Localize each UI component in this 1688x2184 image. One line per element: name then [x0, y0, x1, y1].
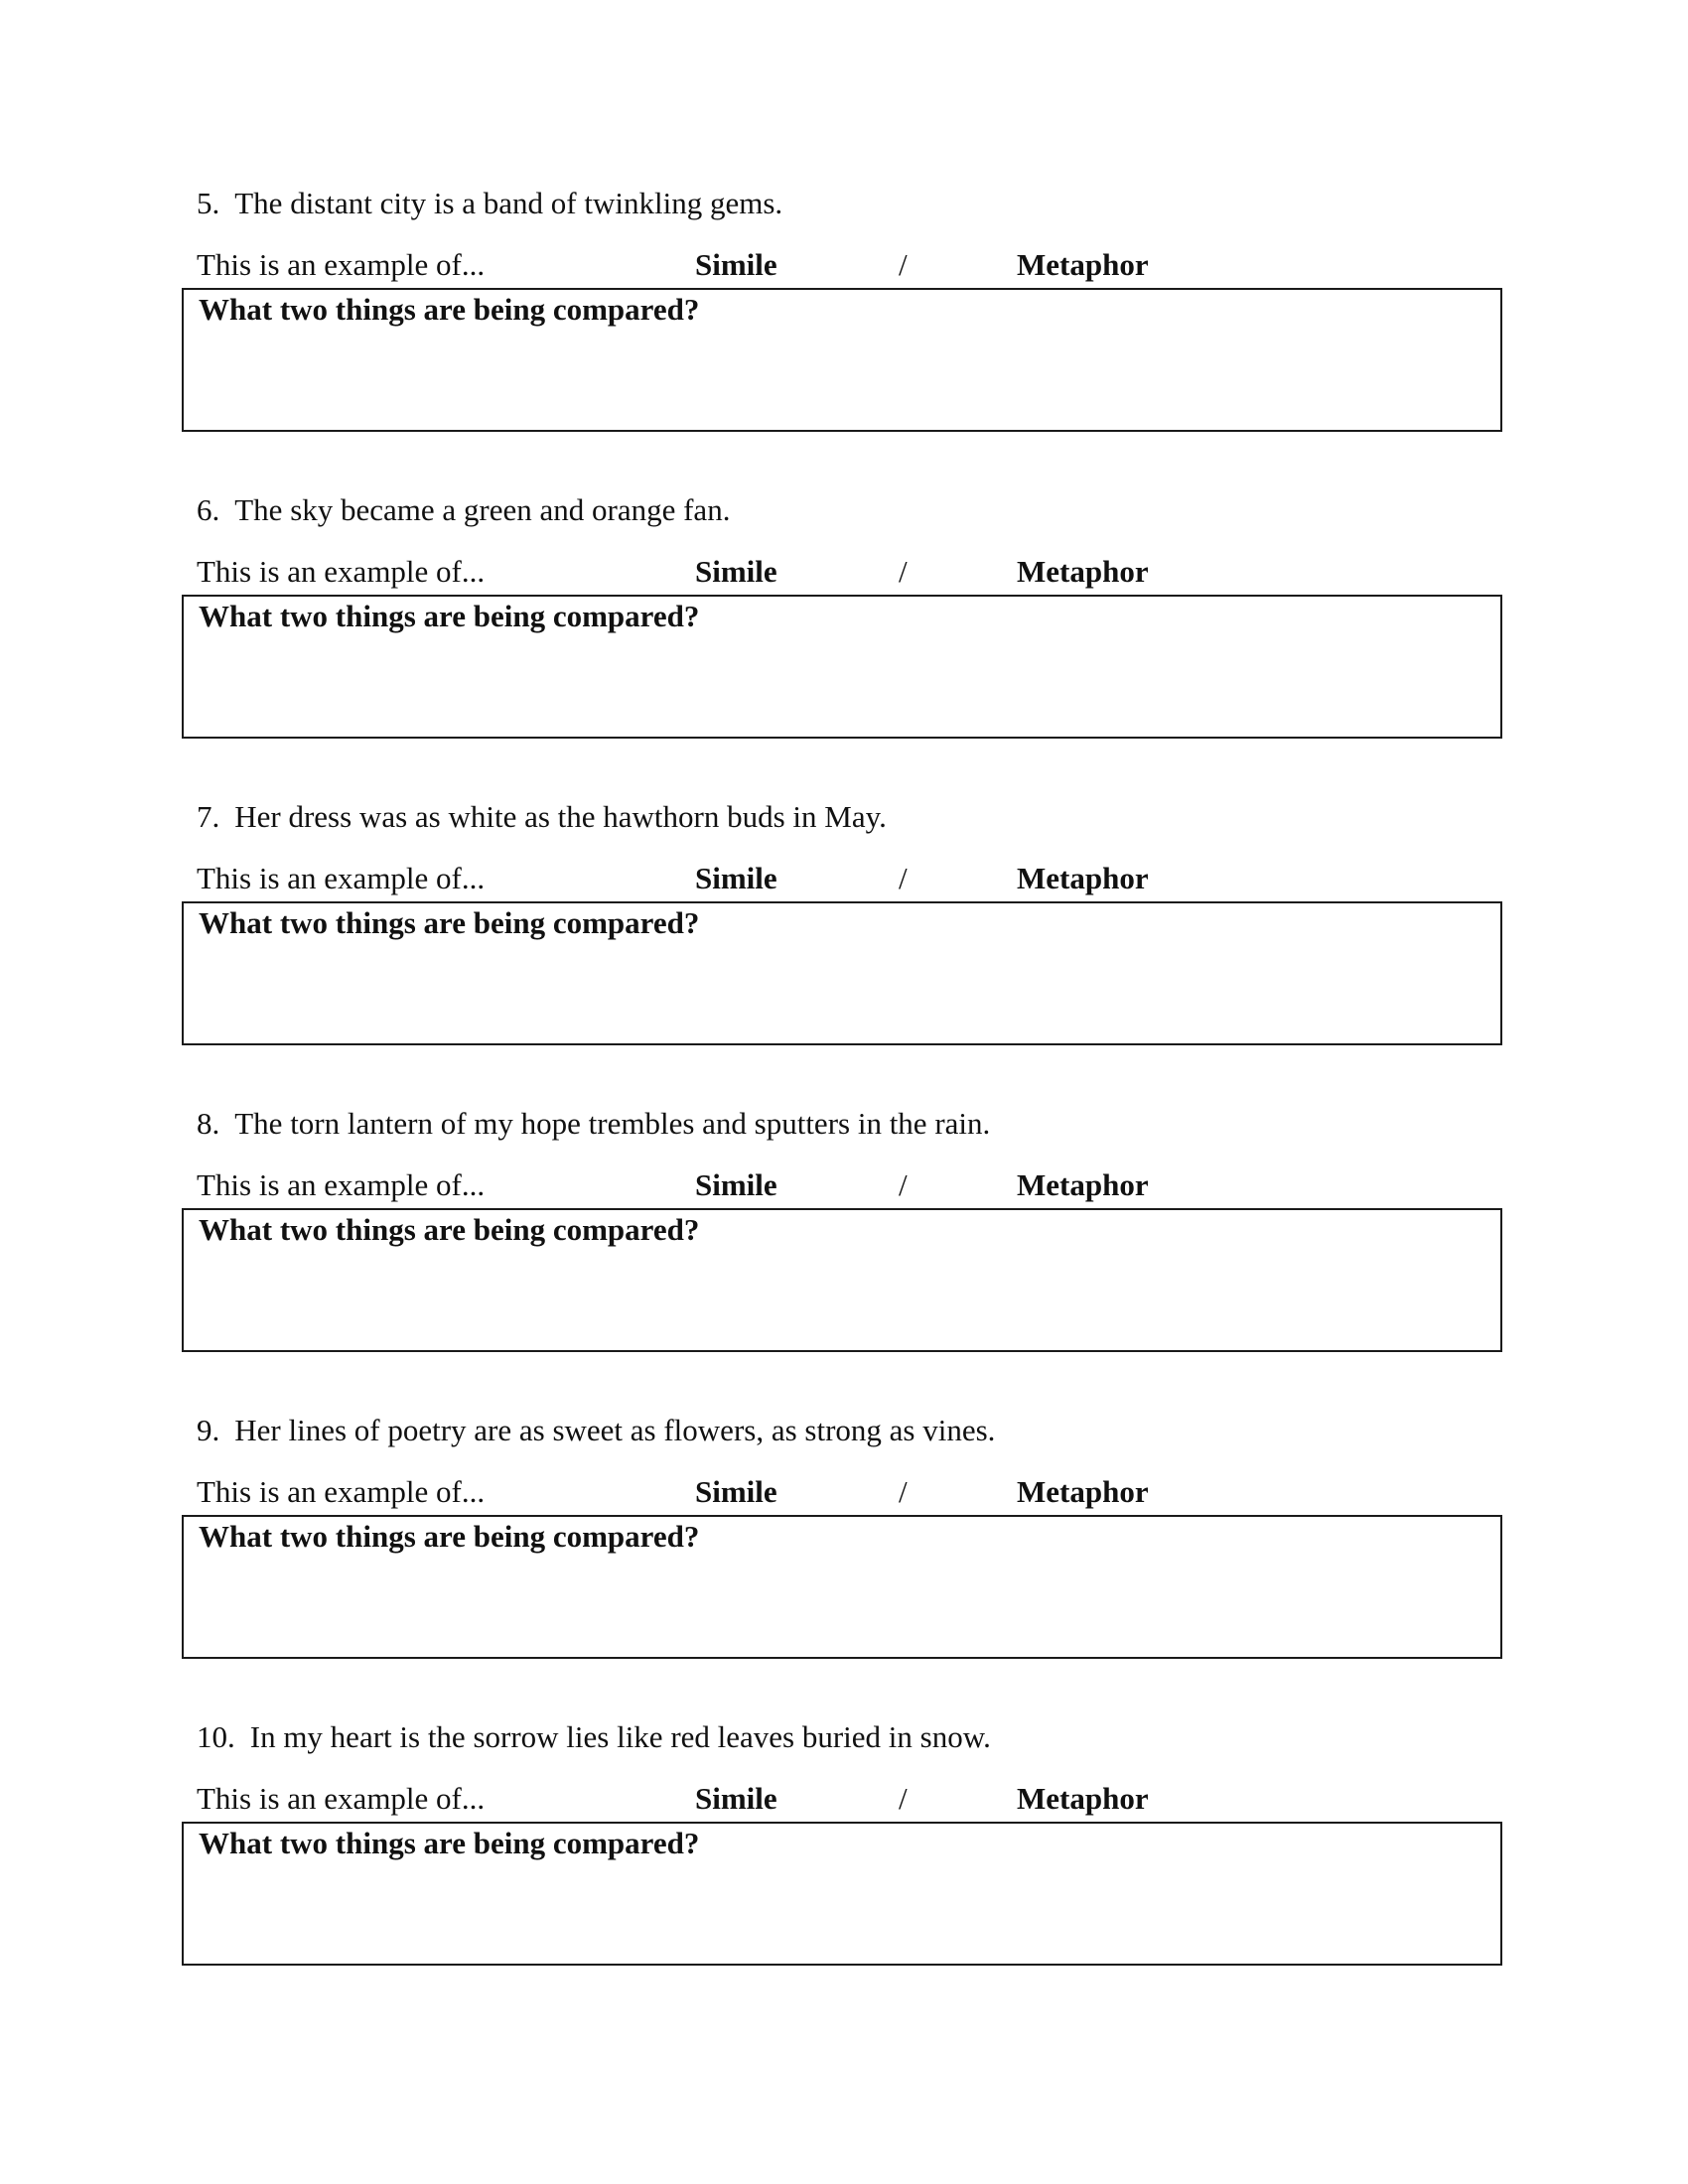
choice-separator: / [899, 861, 908, 895]
answer-box-label: What two things are being compared? [199, 292, 700, 327]
question-number: 10. [197, 1719, 235, 1754]
question-text: The sky became a green and orange fan. [234, 492, 731, 527]
question-sentence [197, 799, 887, 835]
comparison-answer-box[interactable] [182, 1822, 1502, 1966]
question-text: In my heart is the sorrow lies like red leaves buried in snow. [249, 1719, 991, 1754]
choice-separator: / [899, 1474, 908, 1509]
question-text: Her lines of poetry are as sweet as flowers, as strong as vines. [234, 1413, 996, 1447]
simile-option[interactable]: Simile [695, 861, 777, 895]
metaphor-option[interactable]: Metaphor [1017, 1781, 1149, 1816]
simile-option[interactable]: Simile [695, 1474, 777, 1509]
choice-separator: / [899, 247, 908, 282]
question-sentence [197, 1106, 990, 1142]
simile-option[interactable]: Simile [695, 554, 777, 589]
simile-option[interactable]: Simile [695, 247, 777, 282]
choice-separator: / [899, 554, 908, 589]
choice-separator: / [899, 1167, 908, 1202]
example-prompt: This is an example of... [197, 1474, 486, 1509]
example-prompt: This is an example of... [197, 247, 486, 282]
example-prompt: This is an example of... [197, 1781, 486, 1816]
metaphor-option[interactable]: Metaphor [1017, 554, 1149, 589]
question-number: 5. [197, 186, 220, 220]
comparison-answer-box[interactable] [182, 1515, 1502, 1659]
simile-option[interactable]: Simile [695, 1781, 777, 1816]
choice-separator: / [899, 1781, 908, 1816]
question-sentence [197, 1413, 995, 1448]
question-6 [0, 492, 1688, 790]
answer-box-label: What two things are being compared? [199, 1519, 700, 1554]
simile-option[interactable]: Simile [695, 1167, 777, 1202]
metaphor-option[interactable]: Metaphor [1017, 247, 1149, 282]
comparison-answer-box[interactable] [182, 901, 1502, 1045]
example-row [0, 1167, 1688, 1207]
example-row [0, 1474, 1688, 1514]
question-5 [0, 186, 1688, 483]
example-prompt: This is an example of... [197, 554, 486, 589]
answer-box-label: What two things are being compared? [199, 1212, 700, 1247]
example-row [0, 554, 1688, 594]
question-7 [0, 799, 1688, 1097]
metaphor-option[interactable]: Metaphor [1017, 861, 1149, 895]
example-row [0, 247, 1688, 287]
example-prompt: This is an example of... [197, 861, 486, 895]
question-8 [0, 1106, 1688, 1404]
example-prompt: This is an example of... [197, 1167, 486, 1202]
metaphor-option[interactable]: Metaphor [1017, 1474, 1149, 1509]
question-9 [0, 1413, 1688, 1710]
answer-box-label: What two things are being compared? [199, 905, 700, 940]
answer-box-label: What two things are being compared? [199, 1826, 700, 1860]
question-number: 6. [197, 492, 220, 527]
question-number: 8. [197, 1106, 220, 1141]
example-row [0, 861, 1688, 900]
question-sentence [197, 1719, 991, 1755]
question-text: Her dress was as white as the hawthorn buds in May. [234, 799, 887, 834]
example-row [0, 1781, 1688, 1821]
comparison-answer-box[interactable] [182, 1208, 1502, 1352]
question-10 [0, 1719, 1688, 2017]
question-number: 7. [197, 799, 220, 834]
question-text: The distant city is a band of twinkling gems. [234, 186, 783, 220]
question-sentence [197, 186, 782, 221]
metaphor-option[interactable]: Metaphor [1017, 1167, 1149, 1202]
comparison-answer-box[interactable] [182, 288, 1502, 432]
answer-box-label: What two things are being compared? [199, 599, 700, 633]
question-sentence [197, 492, 730, 528]
question-number: 9. [197, 1413, 220, 1447]
comparison-answer-box[interactable] [182, 595, 1502, 739]
question-text: The torn lantern of my hope trembles and sputters in the rain. [234, 1106, 991, 1141]
